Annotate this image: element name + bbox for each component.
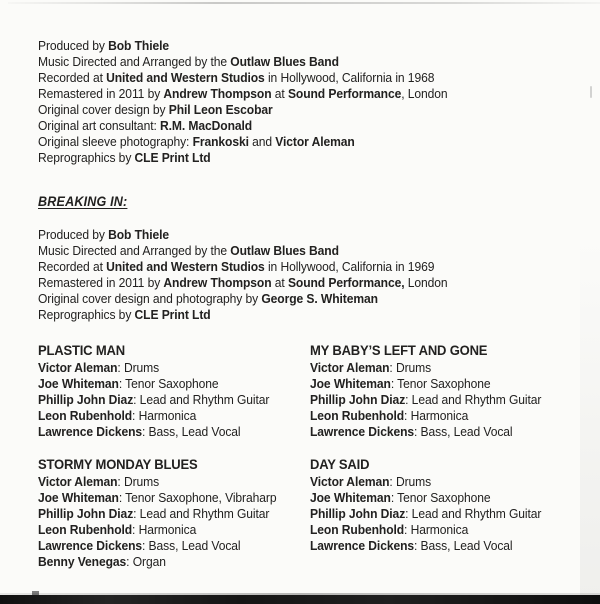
- credit-emphasis: Phil Leon Escobar: [168, 102, 273, 117]
- credits-line: [38, 227, 448, 243]
- musician-name: Phillip John Diaz: [310, 506, 406, 521]
- personnel-line: [310, 392, 541, 408]
- musician-name: Joe Whiteman: [310, 490, 391, 505]
- musician-name: Joe Whiteman: [38, 376, 119, 391]
- musician-role: : Bass, Lead Vocal: [414, 538, 513, 553]
- musician-name: Lawrence Dickens: [38, 538, 143, 553]
- personnel-line: [310, 490, 541, 506]
- credit-text: Reprographics by: [38, 307, 135, 322]
- credit-text: London: [404, 275, 448, 290]
- credit-emphasis: Bob Thiele: [108, 227, 169, 242]
- musician-role: : Tenor Saxophone, Vibraharp: [118, 490, 277, 505]
- credits-line: [38, 150, 448, 166]
- track-credits-my-baby-s-left-and-gone: [310, 342, 541, 440]
- credit-emphasis: Victor Aleman: [275, 134, 355, 149]
- musician-role: : Tenor Saxophone: [390, 376, 491, 391]
- musician-name: Leon Rubenhold: [38, 408, 133, 423]
- musician-role: : Harmonica: [404, 408, 469, 423]
- credit-emphasis: CLE Print Ltd: [134, 150, 211, 165]
- musician-name: Benny Venegas: [38, 554, 127, 569]
- personnel-line: [310, 506, 541, 522]
- credit-text: Music Directed and Arranged by the: [38, 54, 231, 69]
- credit-text: Recorded at: [38, 259, 107, 274]
- musician-name: Victor Aleman: [310, 360, 390, 375]
- musician-role: : Drums: [389, 360, 432, 375]
- credit-text: Reprographics by: [38, 150, 135, 165]
- track-title: MY BABY’S LEFT AND GONE: [310, 342, 488, 358]
- track-credits-stormy-monday-blues: [38, 456, 276, 570]
- musician-role: : Lead and Rhythm Guitar: [133, 392, 270, 407]
- credit-text: Music Directed and Arranged by the: [38, 243, 231, 258]
- personnel-line: [310, 474, 541, 490]
- personnel-line: [38, 490, 276, 506]
- credits-line: [38, 259, 448, 275]
- musician-role: : Tenor Saxophone: [118, 376, 219, 391]
- credit-emphasis: CLE Print Ltd: [134, 307, 211, 322]
- musician-role: : Drums: [389, 474, 432, 489]
- credits-section-1968: [38, 38, 448, 166]
- musician-role: : Lead and Rhythm Guitar: [133, 506, 270, 521]
- credit-text: Original sleeve photography:: [38, 134, 193, 149]
- musician-name: Phillip John Diaz: [310, 392, 406, 407]
- track-credits-day-said: [310, 456, 541, 554]
- musician-role: : Bass, Lead Vocal: [142, 424, 241, 439]
- musician-name: Lawrence Dickens: [310, 424, 415, 439]
- credit-text: at: [271, 86, 288, 101]
- credits-section-1969: [38, 227, 448, 323]
- credit-emphasis: Bob Thiele: [108, 38, 169, 53]
- credit-text: Recorded at: [38, 70, 107, 85]
- credits-line: [38, 291, 448, 307]
- personnel-line: [310, 408, 541, 424]
- scan-bottom-edge: [0, 595, 600, 604]
- credits-line: [38, 307, 448, 323]
- musician-name: Victor Aleman: [310, 474, 390, 489]
- credit-text: Original cover design by: [38, 102, 169, 117]
- personnel-line: [38, 376, 269, 392]
- musician-name: Lawrence Dickens: [38, 424, 143, 439]
- credit-text: Remastered in 2011 by: [38, 86, 164, 101]
- breaking-in-heading: BREAKING IN:: [38, 194, 128, 209]
- personnel-line: [38, 506, 276, 522]
- personnel-line: [38, 408, 269, 424]
- credit-emphasis: United and Western Studios: [106, 70, 265, 85]
- musician-name: Phillip John Diaz: [38, 392, 134, 407]
- credit-emphasis: Sound Performance,: [287, 275, 405, 290]
- personnel-line: [38, 538, 276, 554]
- track-title: PLASTIC MAN: [38, 342, 125, 358]
- musician-name: Victor Aleman: [38, 360, 118, 375]
- credits-line: [38, 38, 448, 54]
- musician-role: : Bass, Lead Vocal: [414, 424, 513, 439]
- credit-emphasis: Andrew Thompson: [163, 275, 272, 290]
- personnel-line: [38, 554, 276, 570]
- musician-role: : Harmonica: [132, 522, 197, 537]
- musician-role: : Bass, Lead Vocal: [142, 538, 241, 553]
- credit-text: Produced by: [38, 38, 109, 53]
- personnel-line: [310, 376, 541, 392]
- musician-name: Leon Rubenhold: [38, 522, 133, 537]
- scan-right-shadow: [580, 240, 600, 596]
- personnel-line: [310, 360, 541, 376]
- credit-emphasis: Frankoski: [192, 134, 249, 149]
- scan-artifact-dash: [590, 86, 592, 98]
- scan-top-edge: [8, 2, 600, 4]
- credit-text: Original art consultant:: [38, 118, 161, 133]
- credit-emphasis: Andrew Thompson: [163, 86, 272, 101]
- credits-line: [38, 70, 448, 86]
- credit-text: Remastered in 2011 by: [38, 275, 164, 290]
- credit-emphasis: Outlaw Blues Band: [230, 243, 339, 258]
- musician-name: Phillip John Diaz: [38, 506, 134, 521]
- personnel-line: [310, 538, 541, 554]
- credit-text: at: [271, 275, 288, 290]
- credits-line: [38, 243, 448, 259]
- personnel-line: [38, 360, 269, 376]
- musician-role: : Lead and Rhythm Guitar: [405, 506, 542, 521]
- credit-text: and: [248, 134, 276, 149]
- credit-emphasis: Outlaw Blues Band: [230, 54, 339, 69]
- musician-name: Lawrence Dickens: [310, 538, 415, 553]
- credit-text: , London: [401, 86, 448, 101]
- credits-line: [38, 86, 448, 102]
- musician-role: : Drums: [117, 360, 160, 375]
- credits-line: [38, 102, 448, 118]
- musician-role: : Tenor Saxophone: [390, 490, 491, 505]
- musician-role: : Organ: [126, 554, 166, 569]
- credit-text: Produced by: [38, 227, 109, 242]
- track-credits-plastic-man: [38, 342, 269, 440]
- credit-text: Original cover design and photography by: [38, 291, 262, 306]
- musician-role: : Harmonica: [404, 522, 469, 537]
- credits-line: [38, 118, 448, 134]
- personnel-line: [38, 474, 276, 490]
- credit-emphasis: R.M. MacDonald: [160, 118, 253, 133]
- personnel-line: [38, 522, 276, 538]
- personnel-line: [38, 424, 269, 440]
- musician-name: Victor Aleman: [38, 474, 118, 489]
- personnel-line: [38, 392, 269, 408]
- musician-name: Leon Rubenhold: [310, 408, 405, 423]
- musician-name: Leon Rubenhold: [310, 522, 405, 537]
- musician-name: Joe Whiteman: [38, 490, 119, 505]
- credits-line: [38, 275, 448, 291]
- credits-line: [38, 134, 448, 150]
- personnel-line: [310, 522, 541, 538]
- credit-emphasis: Sound Performance: [287, 86, 402, 101]
- musician-role: : Drums: [117, 474, 160, 489]
- musician-name: Joe Whiteman: [310, 376, 391, 391]
- musician-role: : Lead and Rhythm Guitar: [405, 392, 542, 407]
- personnel-line: [310, 424, 541, 440]
- track-title: STORMY MONDAY BLUES: [38, 456, 198, 472]
- credit-emphasis: George S. Whiteman: [261, 291, 378, 306]
- track-title: DAY SAID: [310, 456, 370, 472]
- credits-line: [38, 54, 448, 70]
- credit-emphasis: United and Western Studios: [106, 259, 265, 274]
- credit-text: in Hollywood, California in 1968: [264, 70, 435, 85]
- credit-text: in Hollywood, California in 1969: [264, 259, 435, 274]
- musician-role: : Harmonica: [132, 408, 197, 423]
